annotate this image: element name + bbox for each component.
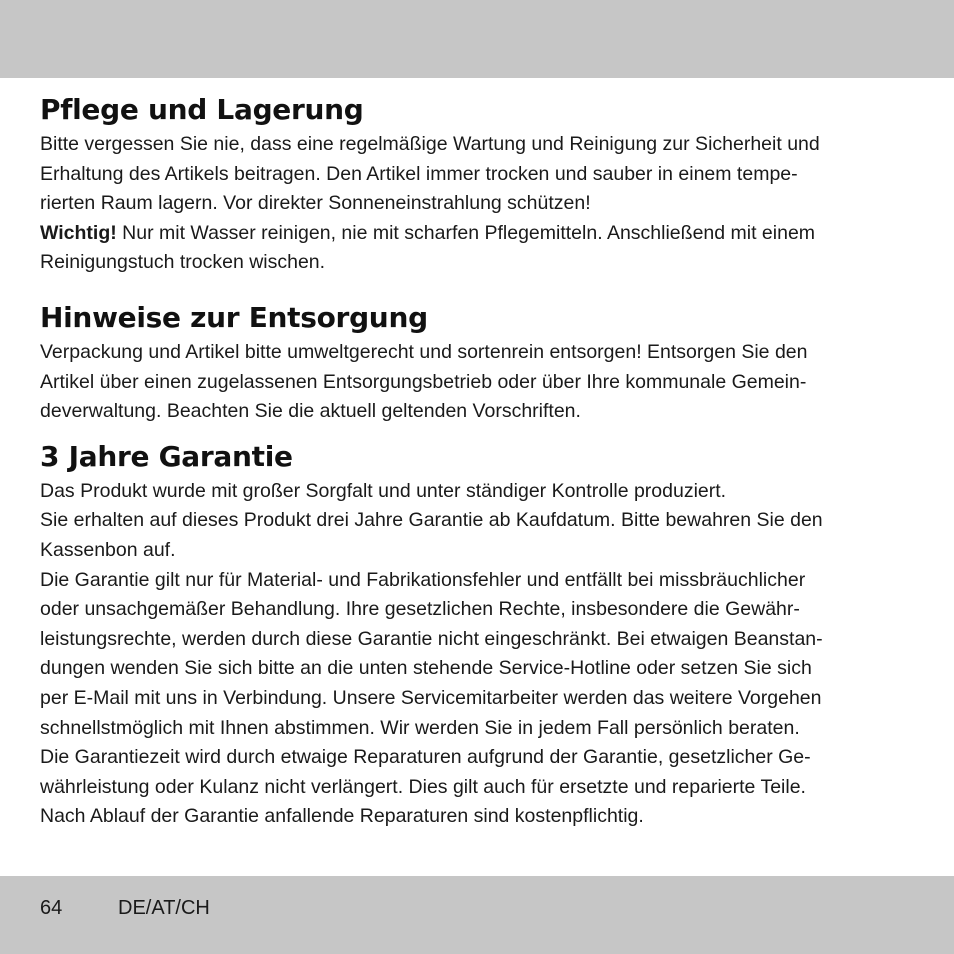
warranty-line: Die Garantie gilt nur für Material- und Fabrikationsfehler und entfällt bei missbräuchlicher	[40, 568, 806, 591]
warranty-paragraph	[40, 477, 920, 832]
care-line: rierten Raum lagern. Vor direkter Sonneneinstrahlung schützen!	[40, 192, 591, 215]
disposal-paragraph	[40, 338, 920, 427]
important-note-text: Nur mit Wasser reinigen, nie mit scharfen Pflegemitteln. Anschließend mit einem	[116, 221, 816, 244]
warranty-line: dungen wenden Sie sich bitte an die unten stehende Service-Hotline oder setzen Sie sich	[40, 657, 812, 680]
warranty-line: Nach Ablauf der Garantie anfallende Reparaturen sind kostenpflichtig.	[40, 805, 644, 828]
region-label: DE/AT/CH	[118, 897, 210, 919]
important-label: Wichtig!	[40, 221, 117, 244]
important-note-line-end: Reinigungstuch trocken wischen.	[40, 251, 326, 274]
warranty-line: Kassenbon auf.	[40, 538, 176, 561]
disposal-heading: Hinweise zur Entsorgung	[40, 300, 428, 334]
important-note-line	[40, 219, 920, 249]
page-number: 64	[40, 897, 63, 919]
warranty-line: Sie erhalten auf dieses Produkt drei Jahre Garantie ab Kaufdatum. Bitte bewahren Sie den	[40, 509, 823, 532]
care-line: Erhaltung des Artikels beitragen. Den Artikel immer trocken und sauber in einem tempe-	[40, 162, 798, 185]
warranty-line: oder unsachgemäßer Behandlung. Ihre gesetzlichen Rechte, insbesondere die Gewähr-	[40, 598, 800, 621]
disposal-line: Artikel über einen zugelassenen Entsorgungsbetrieb oder über Ihre kommunale Gemein-	[40, 370, 807, 393]
warranty-line: per E-Mail mit uns in Verbindung. Unsere Servicemitarbeiter werden das weitere Vorgehen	[40, 686, 822, 709]
disposal-line: Verpackung und Artikel bitte umweltgerecht und sortenrein entsorgen! Entsorgen Sie den	[40, 340, 808, 363]
care-line: Bitte vergessen Sie nie, dass eine regelmäßige Wartung und Reinigung zur Sicherheit und	[40, 133, 820, 155]
page-content	[40, 90, 920, 832]
warranty-line: währleistung oder Kulanz nicht verlängert. Dies gilt auch für ersetzte und reparierte Teile.	[40, 775, 806, 798]
header-band	[0, 0, 954, 78]
care-paragraph	[40, 130, 920, 278]
care-heading: Pflege und Lagerung	[40, 93, 364, 126]
warranty-line: Das Produkt wurde mit großer Sorgfalt und unter ständiger Kontrolle produziert.	[40, 479, 727, 502]
warranty-heading: 3 Jahre Garantie	[40, 439, 293, 473]
disposal-line: deverwaltung. Beachten Sie die aktuell geltenden Vorschriften.	[40, 400, 581, 423]
warranty-line: Die Garantiezeit wird durch etwaige Reparaturen aufgrund der Garantie, gesetzlicher Ge-	[40, 746, 811, 769]
warranty-line: leistungsrechte, werden durch diese Garantie nicht eingeschränkt. Bei etwaigen Beanstan-	[40, 627, 823, 650]
warranty-line: schnellstmöglich mit Ihnen abstimmen. Wir werden Sie in jedem Fall persönlich beraten.	[40, 716, 800, 739]
